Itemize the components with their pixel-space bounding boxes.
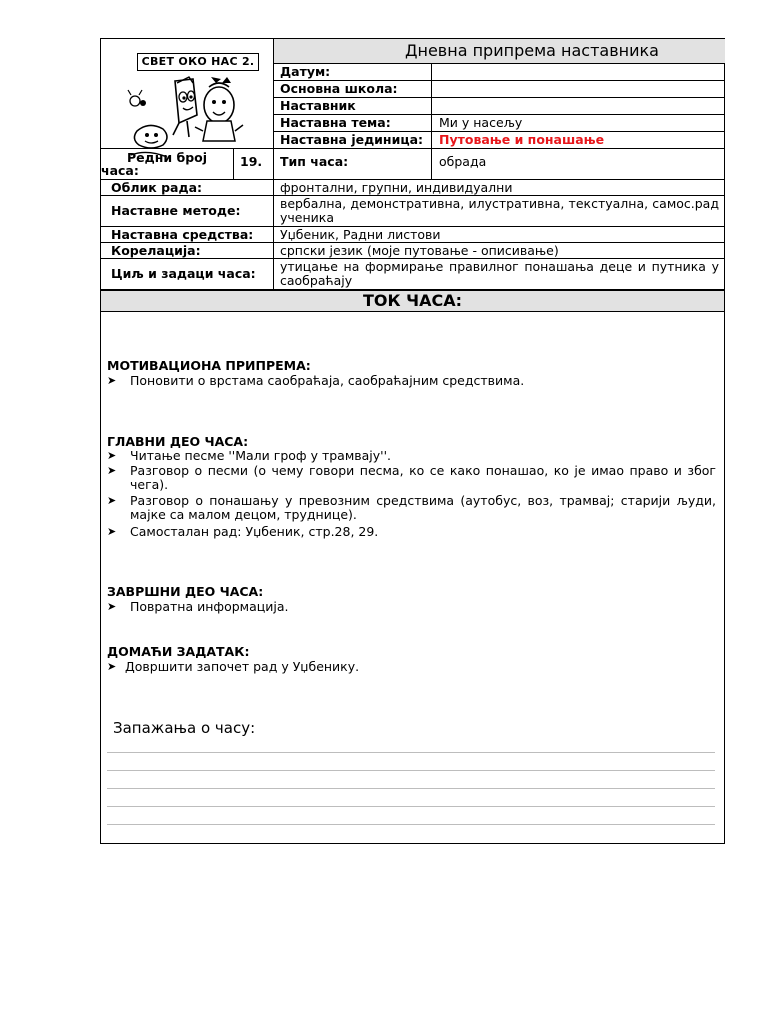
- list-item: ➤ Разговор о песми (о чему говори песма, ко се како понашао, ко је имао право и због чега).: [107, 463, 716, 492]
- note-line: [107, 770, 715, 771]
- section-homework-title: ДОМАЋИ ЗАДАТАК:: [107, 644, 250, 659]
- school-label: Основна школа:: [280, 81, 398, 96]
- note-line: [107, 806, 715, 807]
- work-form-value: фронтални, групни, индивидуални: [280, 180, 513, 195]
- arrow-bullet-icon: ➤: [107, 374, 117, 387]
- goals-value: утицање на формирање правилног понашања деце и путника у саобраћају: [280, 259, 719, 288]
- list-item: ➤ Разговор о понашању у превозним средствима (аутобус, воз, трамвај; старији људи, мајке са малом децом, труднице).: [107, 493, 716, 522]
- unit-value: Путовање и понашање: [439, 132, 605, 147]
- unit-label: Наставна јединица:: [280, 132, 424, 147]
- goals-label: Циљ и задаци часа:: [111, 266, 256, 281]
- lesson-type-value: обрада: [439, 154, 487, 169]
- arrow-bullet-icon: ➤: [107, 449, 117, 462]
- section-motivation-title: МОТИВАЦИОНА ПРИПРЕМА:: [107, 358, 311, 373]
- arrow-bullet-icon: ➤: [107, 464, 117, 477]
- arrow-bullet-icon: ➤: [107, 600, 117, 613]
- list-item: ➤ Довршити започет рад у Уџбенику.: [107, 659, 360, 674]
- teacher-label: Наставник: [280, 98, 356, 113]
- list-item: ➤ Поновити о врстама саобраћаја, саобраћајним средствима.: [107, 373, 525, 388]
- flow-title: ТОК ЧАСА:: [101, 291, 724, 311]
- note-line: [107, 824, 715, 825]
- lesson-number-label: Редни број часа:: [101, 150, 208, 178]
- teacher-value: [432, 98, 725, 114]
- lesson-type-label: Тип часа:: [280, 154, 349, 169]
- lesson-number-value: 19.: [240, 154, 263, 169]
- list-item: ➤ Повратна информација.: [107, 599, 289, 614]
- note-line: [107, 788, 715, 789]
- arrow-bullet-icon: ➤: [107, 525, 117, 538]
- page-title: Дневна припрема наставника: [274, 39, 725, 63]
- correlation-label: Корелација:: [111, 243, 201, 258]
- methods-value: вербална, демонстративна, илустративна, текстуална, самос.рад ученика: [280, 196, 719, 225]
- note-line: [107, 752, 715, 753]
- date-label: Датум:: [280, 64, 331, 79]
- materials-label: Наставна средства:: [111, 227, 254, 242]
- school-value: [432, 81, 725, 97]
- topic-label: Наставна тема:: [280, 115, 391, 130]
- section-main-title: ГЛАВНИ ДЕО ЧАСА:: [107, 434, 249, 449]
- lesson-plan-page: [100, 38, 725, 844]
- topic-value: Ми у насељу: [439, 115, 523, 130]
- date-value: [432, 64, 725, 80]
- arrow-bullet-icon: ➤: [107, 494, 117, 507]
- logo-area: [101, 39, 273, 149]
- section-final-title: ЗАВРШНИ ДЕО ЧАСА:: [107, 584, 264, 599]
- list-item: ➤ Самосталан рад: Уџбеник, стр.28, 29.: [107, 524, 379, 539]
- arrow-bullet-icon: ➤: [107, 660, 117, 673]
- list-item: ➤ Читање песме ''Мали гроф у трамвају''.: [107, 448, 391, 463]
- materials-value: Уџбеник, Радни листови: [280, 227, 441, 242]
- logo-box: СВЕТ ОКО НАС 2.: [137, 53, 259, 71]
- notes-label: Запажања о часу:: [113, 719, 256, 737]
- work-form-label: Облик рада:: [111, 180, 203, 195]
- methods-label: Наставне методе:: [111, 203, 241, 218]
- correlation-value: српски језик (моје путовање - описивање): [280, 243, 559, 258]
